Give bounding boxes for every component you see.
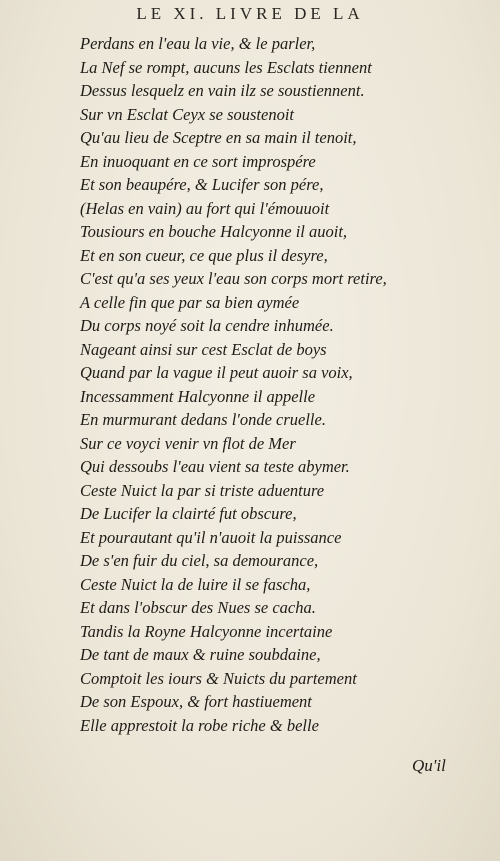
verse-line: En inuoquant en ce sort improspére (80, 151, 316, 171)
verse-line: En murmurant dedans l'onde cruelle. (80, 410, 326, 429)
running-head: LE XI. LIVRE DE LA (136, 4, 364, 23)
verse-line: Comptoit les iours & Nuicts du partement (80, 668, 357, 688)
verse-line: De son Espoux, & fort hastiuement (80, 692, 312, 711)
verse-line: Et dans l'obscur des Nues se cacha. (80, 598, 316, 617)
verse-line: Dessus lesquelz en vain ilz se soustiennent. (80, 81, 365, 100)
verse-line: De Lucifer la clairté fut obscure, (80, 504, 297, 523)
verse-line: Incessamment Halcyonne il appelle (80, 386, 316, 406)
verse-line: Et son beaupére, & Lucifer son pére, (80, 175, 324, 194)
verse-line: Et pourautant qu'il n'auoit la puissance (80, 527, 342, 547)
verse-line: Elle apprestoit la robe riche & belle (80, 715, 319, 735)
verse-line: Quand par la vague il peut auoir sa voix, (80, 363, 353, 382)
verse-line: Qui dessoubs l'eau vient sa teste abymer. (80, 457, 350, 476)
verse-line: De s'en fuir du ciel, sa demourance, (80, 551, 319, 570)
verse-line: Ceste Nuict la par si triste aduenture (80, 480, 325, 500)
catchword: Qu'il (412, 756, 446, 775)
verse-line: Tandis la Royne Halcyonne incertaine (80, 621, 333, 641)
verse-line: De tant de maux & ruine soubdaine, (80, 645, 321, 664)
verse-line: Nageant ainsi sur cest Esclat de boys (80, 339, 327, 359)
verse-line: (Helas en vain) au fort qui l'émouuoit (80, 198, 330, 218)
verse-line: Tousiours en bouche Halcyonne il auoit, (80, 222, 348, 241)
verse-line: Et en son cueur, ce que plus il desyre, (80, 245, 328, 265)
verse-line: Du corps noyé soit la cendre inhumée. (80, 316, 334, 335)
verse-line: C'est qu'a ses yeux l'eau son corps mort retire, (80, 269, 387, 288)
verse-line: Sur vn Esclat Ceyx se soustenoit (80, 104, 295, 124)
verse-line: La Nef se rompt, aucuns les Esclats tiennent (80, 57, 372, 77)
verse-block (80, 32, 460, 737)
verse-line: Sur ce voyci venir vn flot de Mer (80, 433, 296, 453)
verse-line: Perdans en l'eau la vie, & le parler, (80, 34, 316, 53)
verse-line: Ceste Nuict la de luire il se fascha, (80, 574, 311, 594)
verse-line: Qu'au lieu de Sceptre en sa main il tenoit, (80, 128, 357, 147)
verse-line: A celle fin que par sa bien aymée (80, 292, 300, 312)
